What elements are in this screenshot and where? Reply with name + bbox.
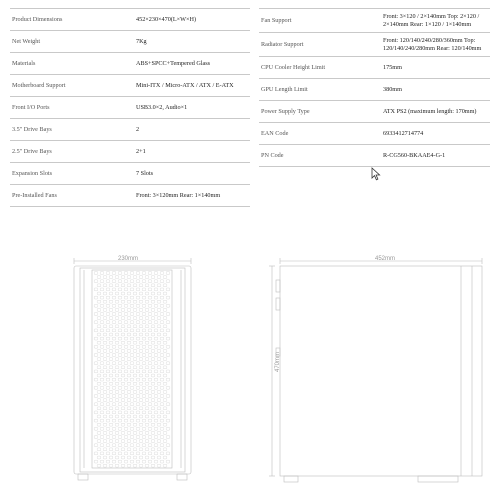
spec-row [10,31,250,53]
spec-value: 2 [134,119,250,141]
spec-row [10,9,250,31]
side-view-drawing [268,258,488,486]
spec-row [259,57,490,79]
spec-value: Front: 3×120mm Rear: 1×140mm [134,185,250,207]
spec-value: USB3.0×2, Audio×1 [134,97,250,119]
spec-row [259,101,490,123]
spec-row [10,97,250,119]
height-dimension-label: 470mm [275,351,281,372]
spec-value: Front: 3×120 / 2×140mm Top: 2×120 / 2×140mm Rear: 1×120 / 1×140mm [381,9,490,33]
spec-value: 7Kg [134,31,250,53]
spec-row [10,163,250,185]
spec-value: ATX PS2 (maximum length: 170mm) [381,101,490,123]
spec-value: ABS+SPCC+Tempered Glass [134,53,250,75]
spec-row [10,141,250,163]
spec-value: Mini-ITX / Micro-ATX / ATX / E-ATX [134,75,250,97]
spec-label: 2.5" Drive Bays [10,141,134,163]
mouse-cursor-icon [371,167,381,181]
spec-value: 2+1 [134,141,250,163]
spec-label: Product Dimensions [10,9,134,31]
spec-row [259,79,490,101]
spec-table-left [10,8,250,207]
spec-label: GPU Length Limit [259,79,381,101]
spec-value: 7 Slots [134,163,250,185]
spec-label: Materials [10,53,134,75]
spec-label: Radiator Support [259,33,381,57]
spec-row [259,145,490,167]
spec-label: Front I/O Ports [10,97,134,119]
spec-row [259,123,490,145]
spec-value: 380mm [381,79,490,101]
spec-value: 175mm [381,57,490,79]
width-dimension-label: 230mm [118,256,139,262]
length-dimension-label: 452mm [375,256,396,262]
spec-row [259,33,490,57]
spec-value: 6933412714774 [381,123,490,145]
spec-label: Expansion Slots [10,163,134,185]
spec-label: Pre-Installed Fans [10,185,134,207]
spec-row [10,75,250,97]
spec-row [10,53,250,75]
spec-label: Power Supply Type [259,101,381,123]
spec-label: Net Weight [10,31,134,53]
spec-label: CPU Cooler Height Limit [259,57,381,79]
front-view-drawing [70,258,195,486]
spec-table-right [259,8,490,167]
spec-row [10,119,250,141]
spec-value: Front: 120/140/240/280/360mm Top: 120/140/240/280mm Rear: 120/140mm [381,33,490,57]
spec-label: 3.5" Drive Bays [10,119,134,141]
spec-value: 452×230×470(L×W×H) [134,9,250,31]
spec-row [10,185,250,207]
spec-label: Motherboard Support [10,75,134,97]
spec-label: Fan Support [259,9,381,33]
spec-value: R-CG560-BKAAE4-G-1 [381,145,490,167]
spec-label: PN Code [259,145,381,167]
spec-row [259,9,490,33]
spec-label: EAN Code [259,123,381,145]
